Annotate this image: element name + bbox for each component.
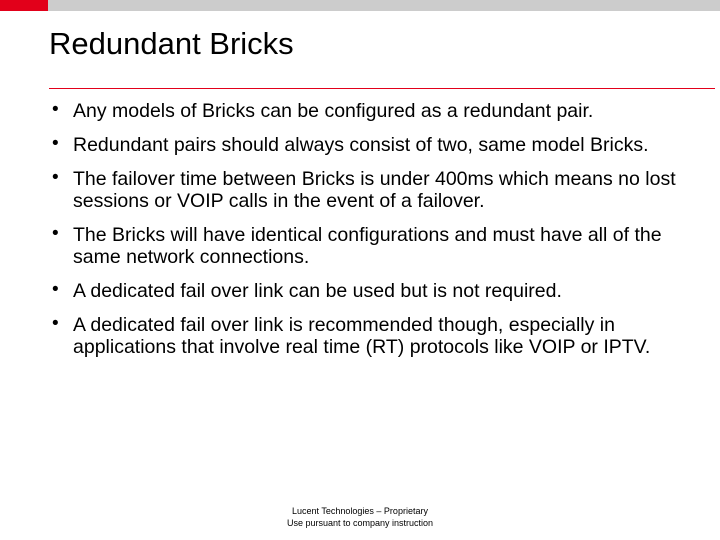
bullet-item	[49, 280, 689, 302]
bullet-list	[49, 100, 689, 370]
bullet-item	[49, 224, 689, 268]
header-accent-bar	[0, 0, 48, 11]
slide-title: Redundant Bricks	[49, 26, 294, 61]
footer	[0, 505, 720, 529]
bullet-item	[49, 314, 689, 358]
bullet-text: A dedicated fail over link can be used but is not required.	[73, 280, 562, 302]
bullet-item	[49, 100, 689, 122]
bullet-icon: •	[52, 133, 59, 154]
bullet-text: A dedicated fail over link is recommended though, especially in applications that involve real time (RT) protocols like VOIP or IPTV.	[73, 314, 651, 358]
bullet-text: The failover time between Bricks is under 400ms which means no lost sessions or VOIP calls in the event of a failover.	[73, 168, 676, 212]
bullet-icon: •	[52, 313, 59, 334]
header-bar	[48, 0, 720, 11]
bullet-item	[49, 168, 689, 212]
footer-company: Lucent Technologies – Proprietary	[292, 506, 428, 516]
bullet-icon: •	[52, 279, 59, 300]
bullet-item	[49, 134, 689, 156]
title-divider	[49, 88, 715, 89]
bullet-text: Redundant pairs should always consist of two, same model Bricks.	[73, 134, 649, 156]
bullet-icon: •	[52, 223, 59, 244]
footer-notice: Use pursuant to company instruction	[286, 518, 434, 528]
bullet-icon: •	[52, 167, 59, 188]
bullet-icon: •	[52, 99, 59, 120]
bullet-text: Any models of Bricks can be configured as a redundant pair.	[73, 100, 594, 122]
bullet-text: The Bricks will have identical configurations and must have all of the same network connections.	[73, 224, 662, 268]
